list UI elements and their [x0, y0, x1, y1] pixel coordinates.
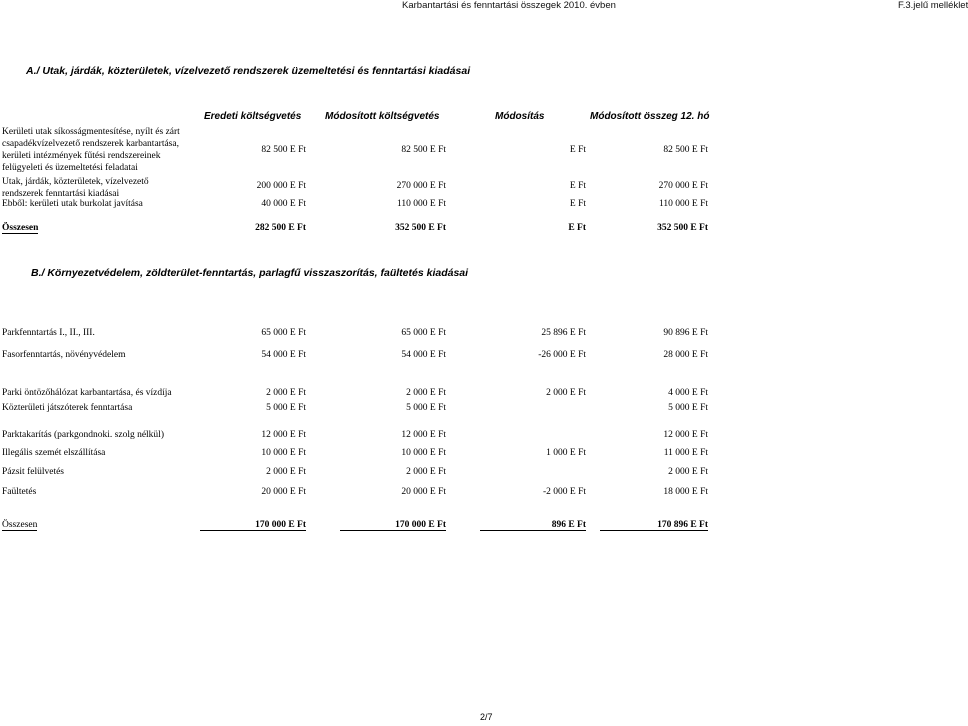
row-a2-label: Utak, járdák, közterületek, vízelvezető rendszerek fenntartási kiadásai [2, 177, 149, 199]
row-b4-modified: 5 000 E Ft [406, 403, 446, 413]
row-b1-modified: 65 000 E Ft [401, 328, 446, 338]
row-a1-final: 82 500 E Ft [663, 145, 708, 155]
row-b5-final: 12 000 E Ft [663, 430, 708, 440]
row-a3-final: 110 000 E Ft [659, 199, 708, 209]
row-b1-label: Parkfenntartás I., II., III. [2, 328, 95, 338]
column-header-modified-month12: Módosított összeg 12. hó [590, 111, 710, 122]
column-header-modified: Módosított költségvetés [325, 111, 440, 122]
row-a1-label: Kerületi utak síkosságmentesítése, nyílt és zárt csapadékvízelvezető rendszerek karbantartása, kerületi intézmények fűtési rendszereinek felügyeleti és üzemeltetési feladatai [2, 127, 180, 173]
row-b7-label: Pázsit felülvetés [2, 467, 64, 477]
row-b4-original: 5 000 E Ft [266, 403, 306, 413]
row-a3-modified: 110 000 E Ft [397, 199, 446, 209]
row-b3-final: 4 000 E Ft [668, 388, 708, 398]
row-b2-modified: 54 000 E Ft [401, 350, 446, 360]
row-a1-original: 82 500 E Ft [261, 145, 306, 155]
row-b8-original: 20 000 E Ft [261, 487, 306, 497]
row-a2-modified: 270 000 E Ft [396, 181, 446, 191]
section-a-total-label: Összesen [2, 223, 39, 233]
row-b5-original: 12 000 E Ft [261, 430, 306, 440]
row-b1-change: 25 896 E Ft [541, 328, 586, 338]
section-a-total-original: 282 500 E Ft [255, 223, 306, 233]
row-b2-final: 28 000 E Ft [663, 350, 708, 360]
section-a-total-change: E Ft [568, 223, 586, 233]
row-a3-original: 40 000 E Ft [261, 199, 306, 209]
row-b3-label: Parki öntözőhálózat karbantartása, és vízdíja [2, 388, 172, 398]
row-b6-change: 1 000 E Ft [546, 448, 586, 458]
row-a3-label: Ebből: kerületi utak burkolat javítása [2, 199, 143, 209]
row-b8-label: Faültetés [2, 487, 37, 497]
section-b-total-change: 896 E Ft [480, 520, 586, 531]
row-a2-change: E Ft [569, 181, 586, 191]
row-b7-final: 2 000 E Ft [668, 467, 708, 477]
row-b1-final: 90 896 E Ft [663, 328, 708, 338]
section-a-title: A./ Utak, járdák, közterületek, vízelvezető rendszerek üzemeltetési és fenntartási kiadásai [26, 65, 471, 77]
row-b5-modified: 12 000 E Ft [401, 430, 446, 440]
row-b3-change: 2 000 E Ft [546, 388, 586, 398]
section-b-total-original: 170 000 E Ft [200, 520, 306, 531]
row-b6-original: 10 000 E Ft [261, 448, 306, 458]
section-b-title: B./ Környezetvédelem, zöldterület-fenntartás, parlagfű visszaszorítás, faültetés kiadásai [31, 267, 469, 279]
row-b6-modified: 10 000 E Ft [401, 448, 446, 458]
row-b2-label: Fasorfenntartás, növényvédelem [2, 350, 126, 360]
row-b5-label: Parktakarítás (parkgondnoki. szolg nélkül) [2, 430, 164, 440]
row-b6-final: 11 000 E Ft [663, 448, 708, 458]
row-b8-final: 18 000 E Ft [663, 487, 708, 497]
column-header-change: Módosítás [495, 111, 545, 122]
row-a3-change: E Ft [569, 199, 586, 209]
row-b3-original: 2 000 E Ft [266, 388, 306, 398]
row-b7-original: 2 000 E Ft [266, 467, 306, 477]
row-b7-modified: 2 000 E Ft [406, 467, 446, 477]
section-a-total-final: 352 500 E Ft [657, 223, 708, 233]
row-b1-original: 65 000 E Ft [261, 328, 306, 338]
row-b2-original: 54 000 E Ft [261, 350, 306, 360]
section-a-total-modified: 352 500 E Ft [395, 223, 446, 233]
column-header-original: Eredeti költségvetés [204, 111, 302, 122]
row-b4-label: Közterületi játszóterek fenntartása [2, 403, 133, 413]
row-a1-modified: 82 500 E Ft [401, 145, 446, 155]
row-b4-final: 5 000 E Ft [668, 403, 708, 413]
document-title: Karbantartási és fenntartási összegek 2010. évben [402, 0, 616, 11]
row-a2-final: 270 000 E Ft [658, 181, 708, 191]
attachment-label: F.3.jelű melléklet [898, 0, 968, 11]
row-a1-change: E Ft [569, 145, 586, 155]
row-b8-modified: 20 000 E Ft [401, 487, 446, 497]
row-b2-change: -26 000 E Ft [538, 350, 586, 360]
section-b-total-final: 170 896 E Ft [600, 520, 708, 531]
row-a2-original: 200 000 E Ft [256, 181, 306, 191]
row-b8-change: -2 000 E Ft [542, 487, 586, 497]
row-b3-modified: 2 000 E Ft [406, 388, 446, 398]
row-b6-label: Illegális szemét elszállítása [2, 448, 106, 458]
section-b-total-label: Összesen [2, 520, 38, 530]
page-number: 2/7 [480, 712, 493, 722]
section-b-total-modified: 170 000 E Ft [340, 520, 446, 531]
